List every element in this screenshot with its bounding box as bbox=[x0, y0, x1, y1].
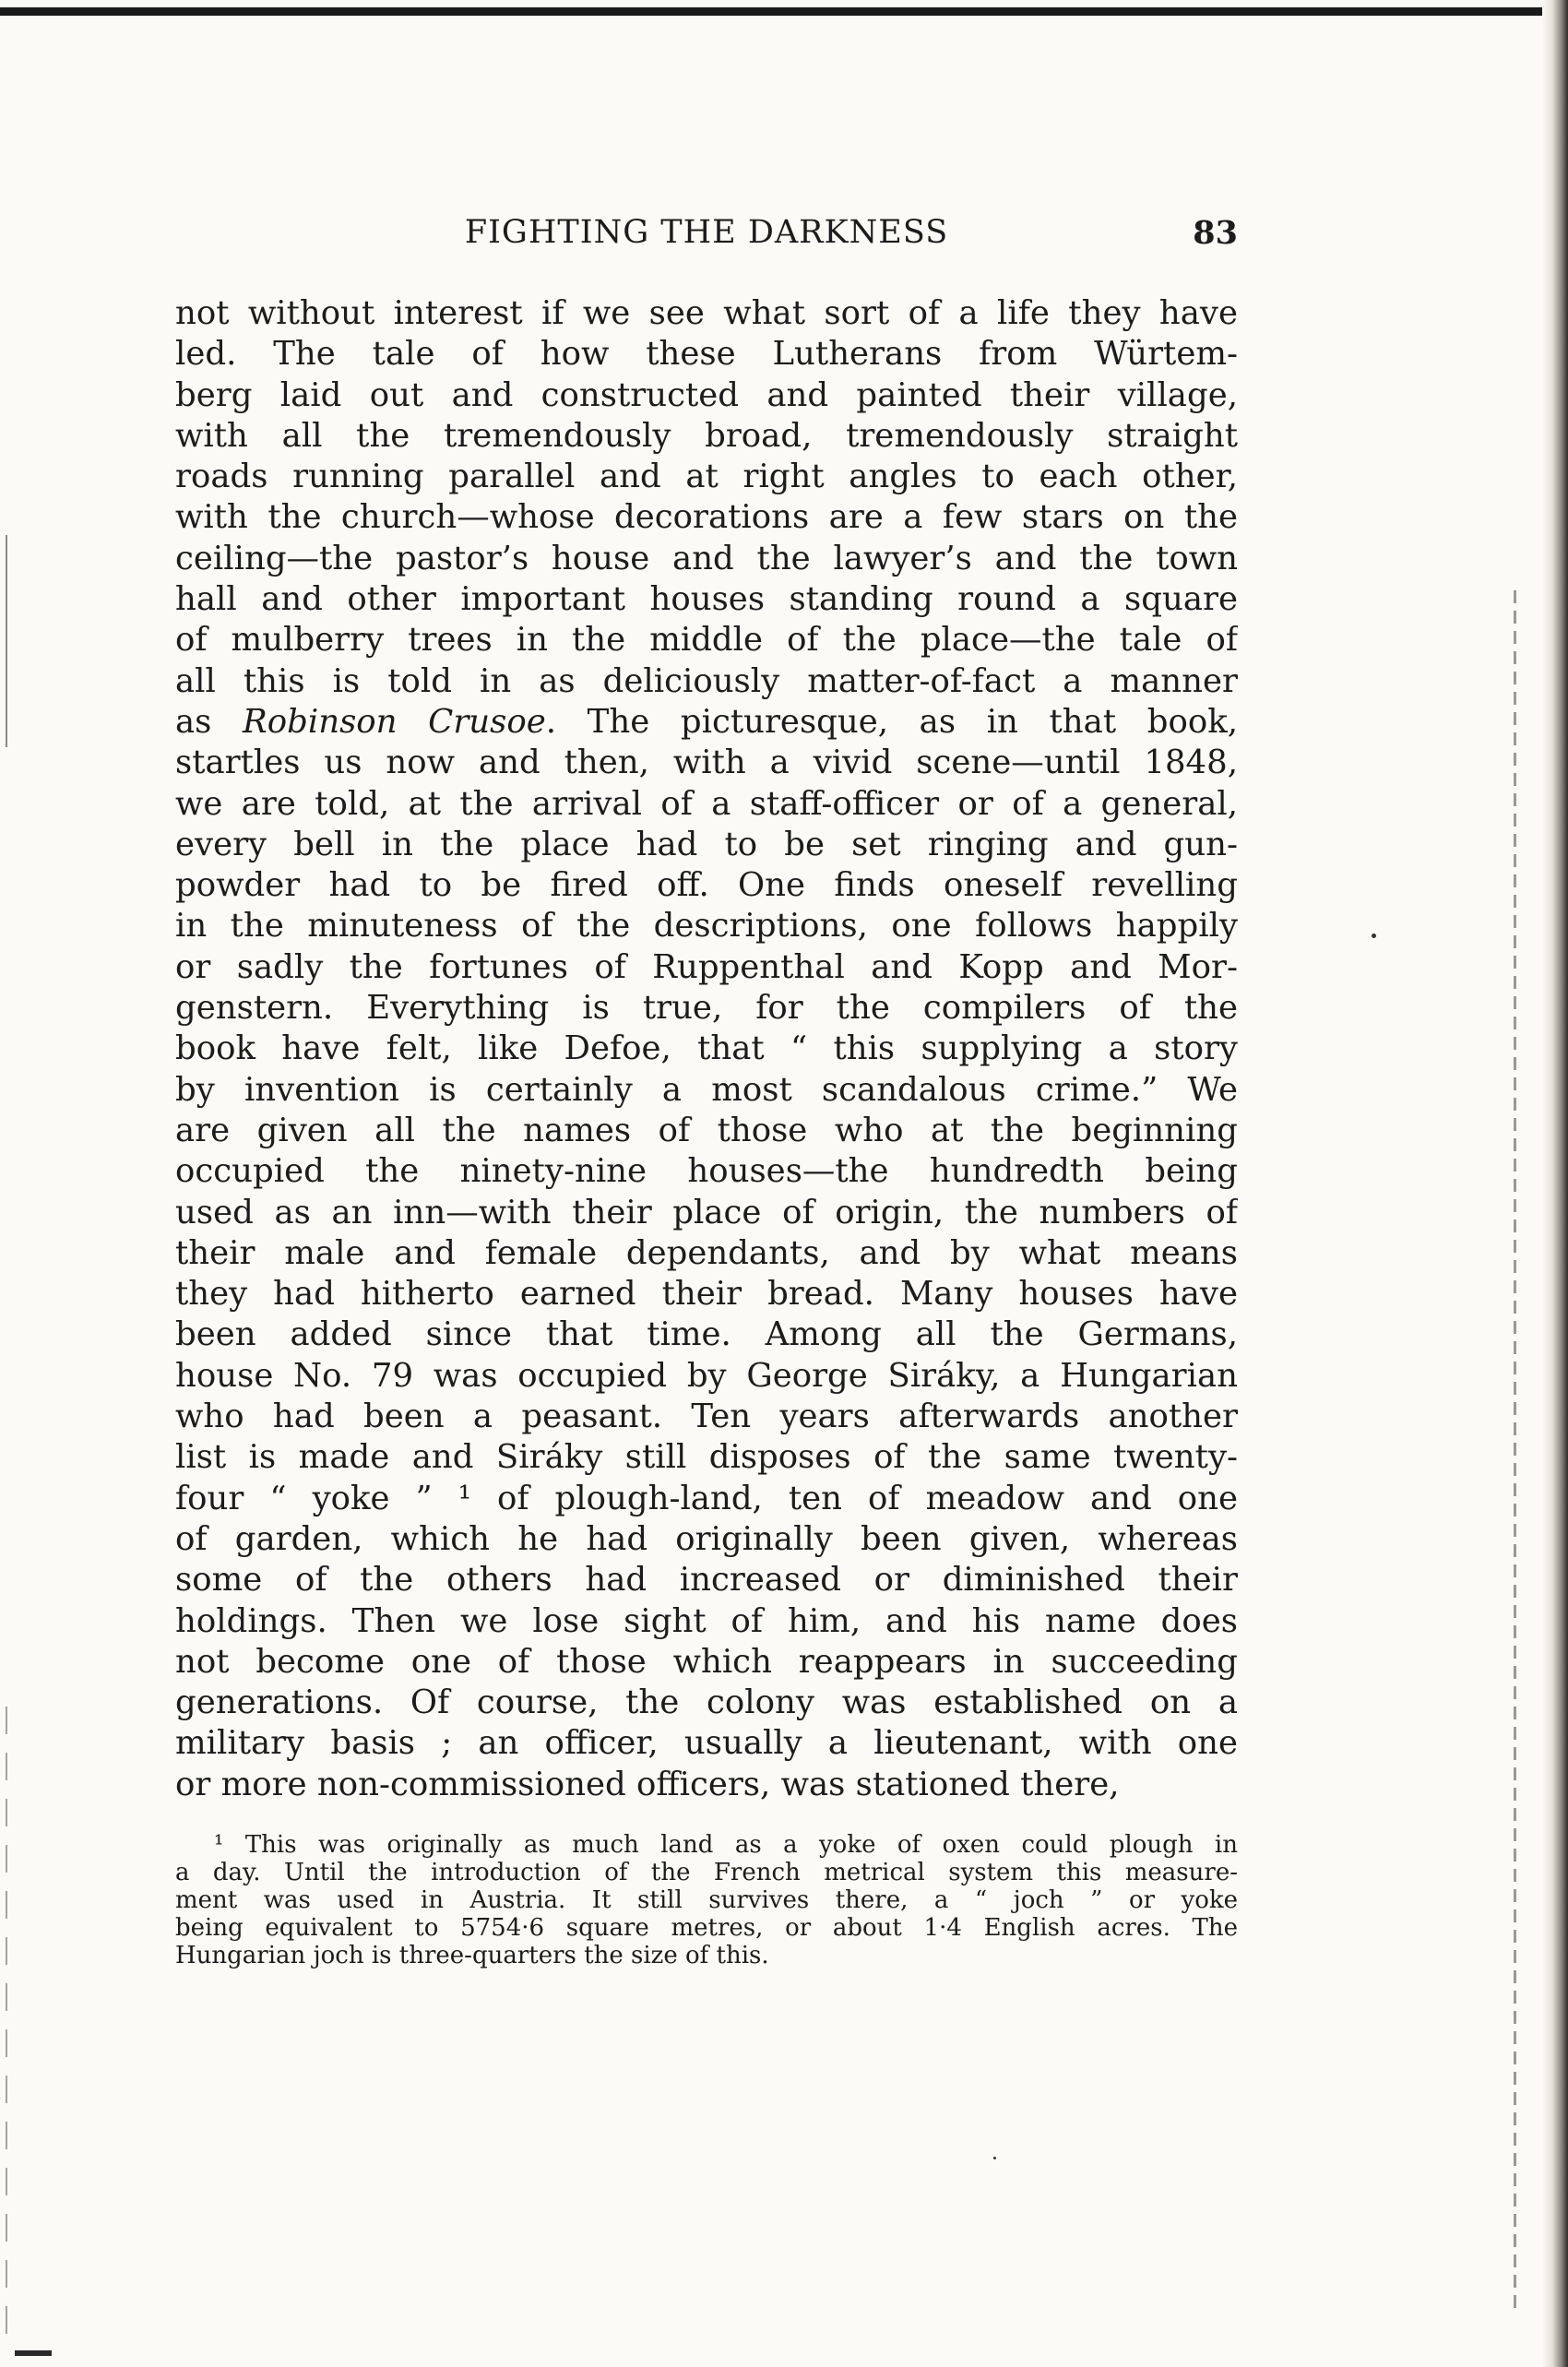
speck bbox=[1372, 934, 1376, 938]
text-line: hall and other important houses standing round a square bbox=[175, 580, 1238, 619]
text-line: or sadly the fortunes of Ruppenthal and Kopp and Mor- bbox=[175, 947, 1238, 986]
text-line: list is made and Siráky still disposes of the same twenty- bbox=[175, 1438, 1238, 1477]
binding-shadow bbox=[1542, 0, 1568, 2367]
text-line: powder had to be fired off. One finds oneself revelling bbox=[175, 866, 1238, 905]
running-head: FIGHTING THE DARKNESS bbox=[464, 214, 949, 251]
page-number: 83 bbox=[1193, 214, 1238, 252]
text-line: roads running parallel and at right angles to each other, bbox=[175, 458, 1238, 496]
text-line: they had hitherto earned their bread. Many houses have bbox=[175, 1275, 1238, 1314]
text-line: are given all the names of those who at the beginning bbox=[175, 1111, 1238, 1149]
bottom-corner-mark bbox=[15, 2350, 52, 2356]
text-line: military basis ; an officer, usually a lieutenant, with one bbox=[175, 1724, 1238, 1763]
text-line: berg laid out and constructed and painted their village, bbox=[175, 375, 1238, 414]
text-line: of garden, which he had originally been given, whereas bbox=[175, 1519, 1238, 1558]
text-line: generations. Of course, the colony was established on a bbox=[175, 1683, 1238, 1722]
margin-mark bbox=[6, 535, 7, 747]
text-line: occupied the ninety-nine houses—the hundredth being bbox=[175, 1152, 1238, 1191]
text-line: holdings. Then we lose sight of him, and his name does bbox=[175, 1601, 1238, 1640]
text-line: four “ yoke ” ¹ of plough-land, ten of meadow and one bbox=[175, 1479, 1238, 1517]
binding-stitch-marks bbox=[1514, 590, 1516, 2315]
text-line: every bell in the place had to be set ringing and gun- bbox=[175, 825, 1238, 863]
text-line: in the minuteness of the descriptions, one follows happily bbox=[175, 907, 1238, 946]
text-line: with all the tremendously broad, tremendously straight bbox=[175, 416, 1238, 455]
footnote-line: ment was used in Austria. It still survives there, a “ joch ” or yoke bbox=[175, 1886, 1238, 1914]
text-line: some of the others had increased or diminished their bbox=[175, 1561, 1238, 1600]
text-line: all this is told in as deliciously matter-of-fact a manner bbox=[175, 661, 1238, 700]
text-line: by invention is certainly a most scandalous crime.” We bbox=[175, 1070, 1238, 1109]
text-line: house No. 79 was occupied by George Siráky, a Hungarian bbox=[175, 1356, 1238, 1395]
book-title: Robinson Crusoe bbox=[243, 702, 546, 741]
text-line: genstern. Everything is true, for the compilers of the bbox=[175, 989, 1238, 1028]
text-line: been added since that time. Among all the Germans, bbox=[175, 1315, 1238, 1354]
text-line: startles us now and then, with a vivid scene—until 1848, bbox=[175, 743, 1238, 782]
margin-mark-lower bbox=[6, 1707, 7, 2352]
body-text bbox=[175, 293, 1238, 1805]
text-line: their male and female dependants, and by what means bbox=[175, 1233, 1238, 1272]
text-line: with the church—whose decorations are a few stars on the bbox=[175, 498, 1238, 537]
footnote-line: being equivalent to 5754·6 square metres, or about 1·4 English acres. The bbox=[175, 1914, 1238, 1942]
text-line: as Robinson Crusoe. The picturesque, as in that book, bbox=[175, 702, 1238, 741]
text-line: book have felt, like Defoe, that “ this supplying a story bbox=[175, 1029, 1238, 1068]
text-line: of mulberry trees in the middle of the place—the tale of bbox=[175, 621, 1238, 660]
footnote-line: Hungarian joch is three-quarters the size of this. bbox=[175, 1942, 769, 1969]
top-edge-rule bbox=[0, 7, 1559, 16]
text-line: we are told, at the arrival of a staff-officer or of a general, bbox=[175, 784, 1238, 823]
speck bbox=[993, 2157, 996, 2159]
text-line: led. The tale of how these Lutherans from Würtem- bbox=[175, 335, 1238, 374]
page-header bbox=[175, 214, 1238, 260]
text-line: or more non-commissioned officers, was stationed there, bbox=[175, 1765, 1120, 1803]
footnote bbox=[175, 1831, 1238, 1969]
footnote-line: a day. Until the introduction of the French metrical system this measure- bbox=[175, 1859, 1238, 1886]
text-line: not become one of those which reappears in succeeding bbox=[175, 1642, 1238, 1681]
text-line: ceiling—the pastor’s house and the lawyer’s and the town bbox=[175, 539, 1238, 577]
footnote-line: ¹ This was originally as much land as a yoke of oxen could plough in bbox=[214, 1831, 1238, 1859]
text-line: used as an inn—with their place of origin, the numbers of bbox=[175, 1193, 1238, 1231]
text-line: not without interest if we see what sort of a life they have bbox=[175, 294, 1238, 332]
text-line: who had been a peasant. Ten years afterwards another bbox=[175, 1398, 1238, 1436]
